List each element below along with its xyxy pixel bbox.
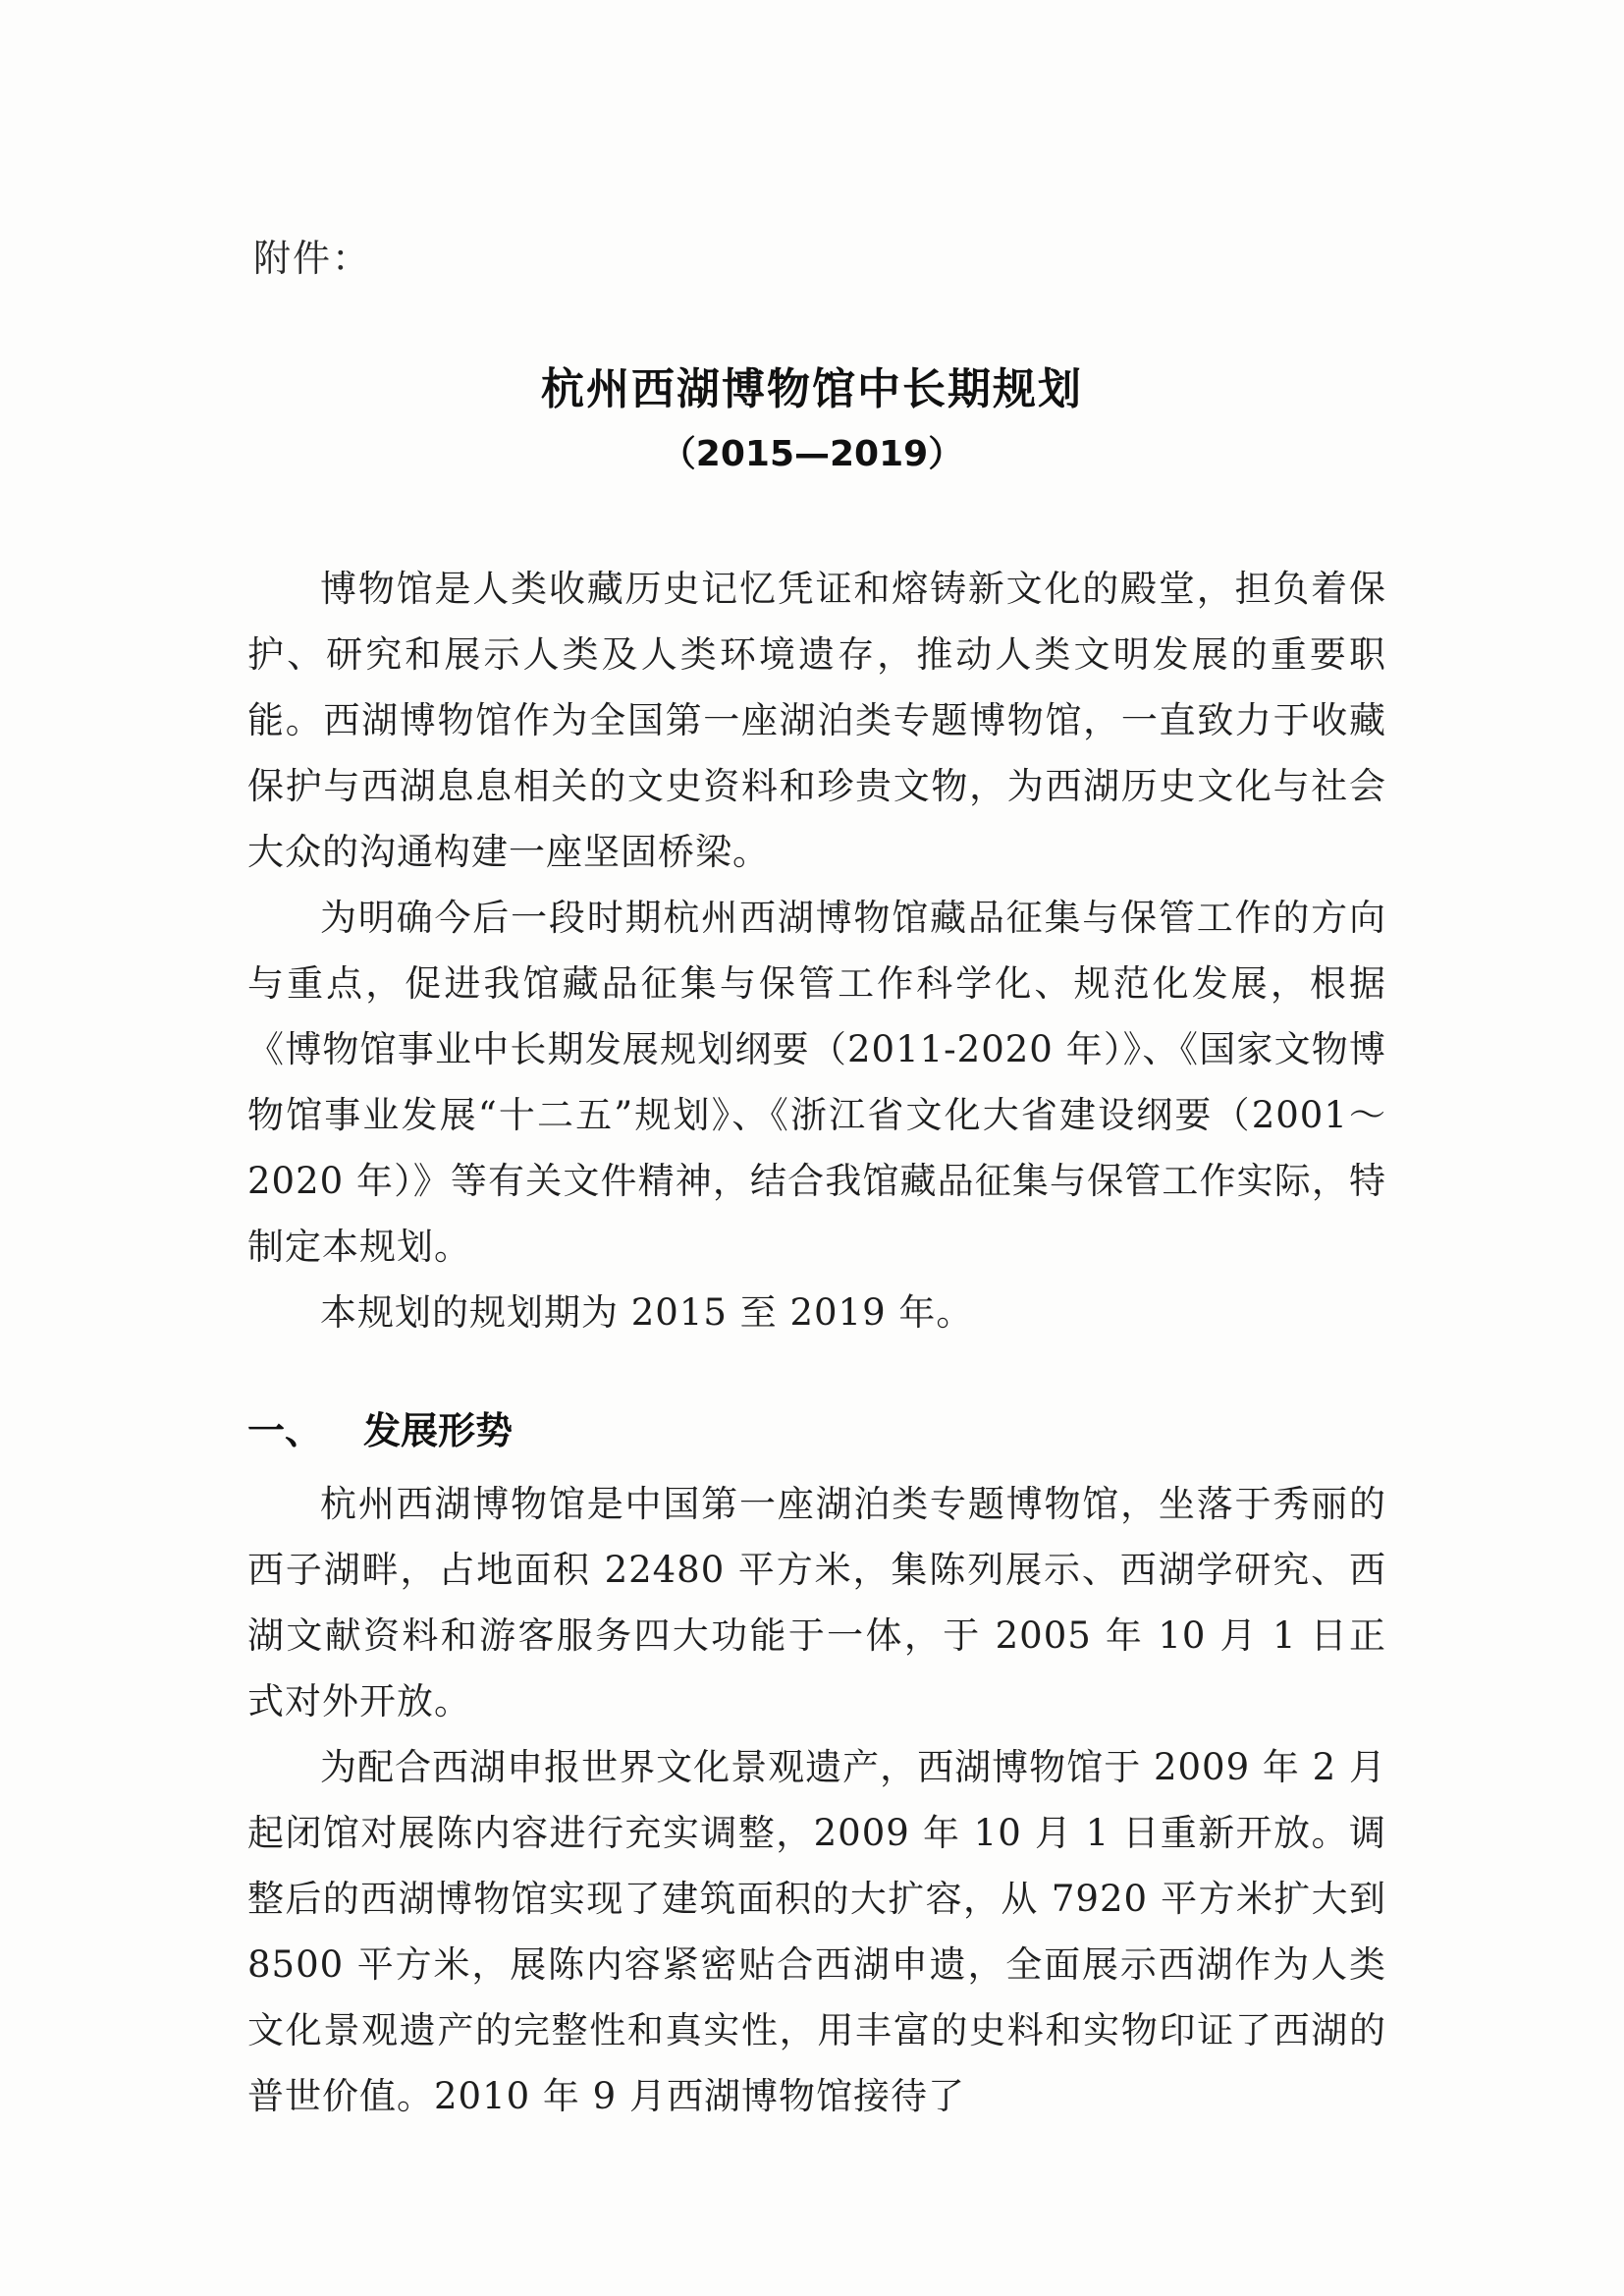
intro-paragraph-2: 为明确今后一段时期杭州西湖博物馆藏品征集与保管工作的方向与重点，促进我馆藏品征集与保管工作科学化、规范化发展，根据《博物馆事业中长期发展规划纲要（2011-2020 年）》、《国家文物博物馆事业发展“十二五”规划》、《浙江省文化大省建设纲要（2001～2020 年）》等有关文件精神，结合我馆藏品征集与保管工作实际，特制定本规划。 bbox=[247, 897, 1386, 1268]
section-1-paragraph-2: 为配合西湖申报世界文化景观遗产，西湖博物馆于 2009 年 2 月起闭馆对展陈内容进行充实调整，2009 年 10 月 1 日重新开放。调整后的西湖博物馆实现了建筑面积的大扩容，从 7920 平方米扩大到 8500 平方米，展陈内容紧密贴合西湖申遗，全面展示西湖作为人类文化景观遗产的完整性和真实性，用丰富的史料和实物印证了西湖的普世价值。2010 年 9 月西湖博物馆接待了 bbox=[247, 1746, 1386, 2117]
section-1-heading bbox=[247, 1400, 513, 1454]
intro-section bbox=[247, 556, 1386, 1345]
document-subtitle: （2015—2019） bbox=[660, 434, 964, 474]
section-1-body bbox=[247, 1471, 1386, 2129]
intro-paragraph-1: 博物馆是人类收藏历史记忆凭证和熔铸新文化的殿堂，担负着保护、研究和展示人类及人类环境遗存，推动人类文明发展的重要职能。西湖博物馆作为全国第一座湖泊类专题博物馆，一直致力于收藏保护与西湖息息相关的文史资料和珍贵文物，为西湖历史文化与社会大众的沟通构建一座坚固桥梁。 bbox=[247, 568, 1386, 873]
intro-paragraph-3: 本规划的规划期为 2015 至 2019 年。 bbox=[320, 1291, 974, 1334]
document-title: 杭州西湖博物馆中长期规划 bbox=[541, 364, 1083, 414]
attachment-label: 附件： bbox=[253, 237, 372, 280]
section-1-paragraph-1: 杭州西湖博物馆是中国第一座湖泊类专题博物馆，坐落于秀丽的西子湖畔，占地面积 22480 平方米，集陈列展示、西湖学研究、西湖文献资料和游客服务四大功能于一体，于 2005 年 10 月 1 日正式对外开放。 bbox=[247, 1483, 1386, 1722]
section-1-title: 发展形势 bbox=[363, 1409, 514, 1452]
section-1-number: 一、 bbox=[247, 1409, 323, 1452]
